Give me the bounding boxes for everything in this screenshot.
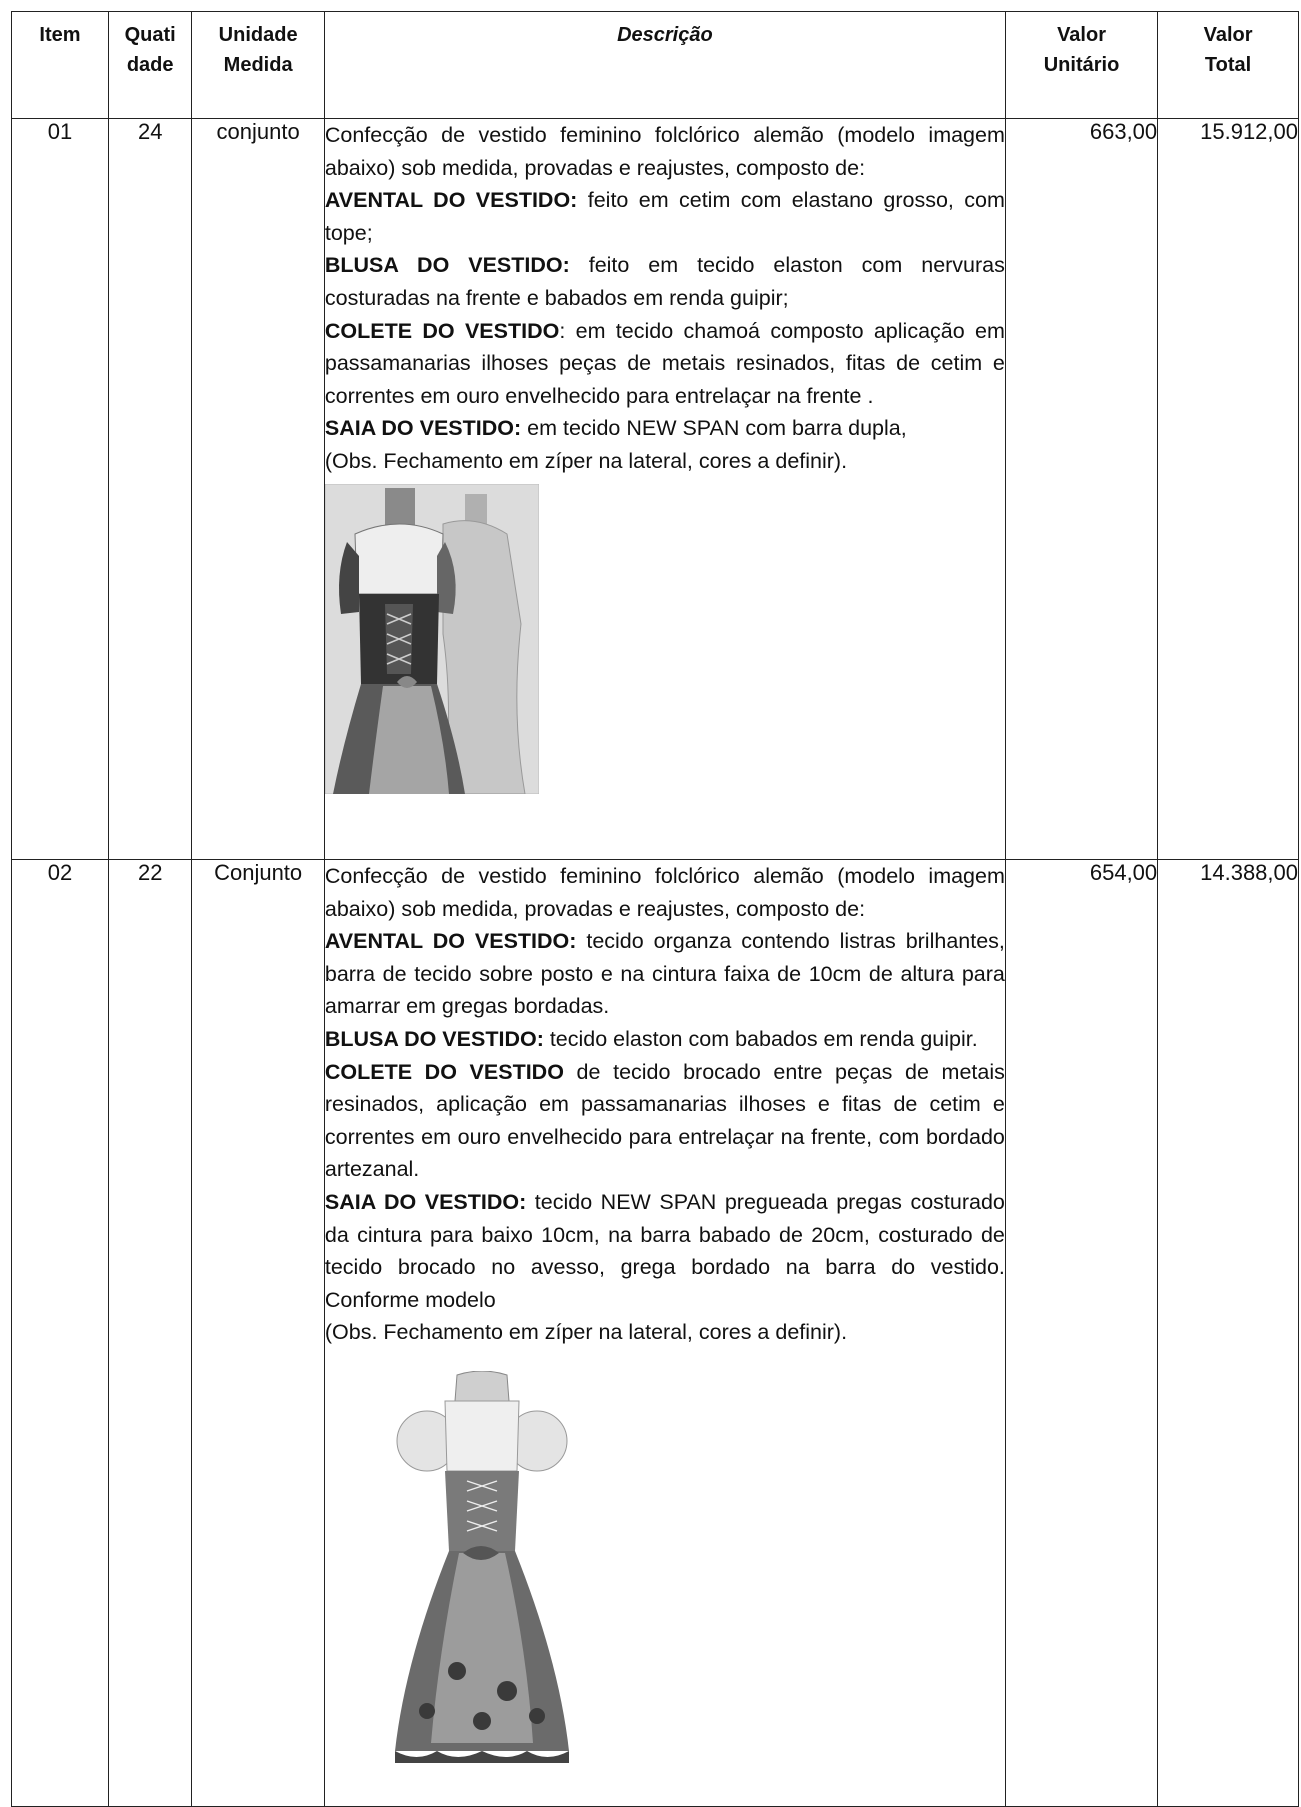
blusa-paragraph: BLUSA DO VESTIDO: tecido elaston com babados em renda guipir. — [324, 1026, 978, 1051]
quantity-cell: 24 — [108, 119, 191, 860]
total-value-cell: 14.388,00 — [1158, 860, 1299, 1807]
description-intro: Confecção de vestido feminino folclórico alemão (modelo imagem abaixo) sob medida, provadas e reajustes, composto de: — [324, 123, 1005, 180]
unit-cell: conjunto — [192, 119, 324, 860]
obs-paragraph: (Obs. Fechamento em zíper na lateral, cores a definir). — [324, 1320, 848, 1345]
header-unit: Unidade Medida — [192, 12, 324, 119]
items-table — [11, 11, 1299, 1807]
saia-paragraph: SAIA DO VESTIDO: em tecido NEW SPAN com barra dupla, — [324, 416, 907, 441]
header-description: Descrição — [324, 12, 1005, 119]
item-number: 01 — [12, 119, 109, 860]
blusa-paragraph: BLUSA DO VESTIDO: feito em tecido elaston com nervuras costuradas na frente e babados em renda guipir; — [324, 253, 1005, 310]
dress-photo — [325, 484, 539, 794]
total-value-cell: 15.912,00 — [1158, 119, 1299, 860]
obs-paragraph: (Obs. Fechamento em zíper na lateral, cores a definir). — [324, 448, 848, 473]
unit-value-cell: 654,00 — [1005, 860, 1157, 1807]
saia-paragraph: SAIA DO VESTIDO: tecido NEW SPAN pregueada pregas costurado da cintura para baixo 10cm, na barra babado de 20cm, costurado de tecido brocado no avesso, grega bordado na barra do vestido. Conforme modelo — [324, 1189, 1005, 1312]
colete-paragraph: COLETE DO VESTIDO: em tecido chamoá composto aplicação em passamanarias ilhoses peças de metais resinados, fitas de cetim e correntes em ouro envelhecido para entrelaçar na frente . — [324, 318, 1005, 408]
unit-cell: Conjunto — [192, 860, 324, 1807]
header-quantity: Quati dade — [108, 12, 191, 119]
header-unit-value: Valor Unitário — [1005, 12, 1157, 119]
description-cell — [324, 119, 1005, 860]
header-total-value: Valor Total — [1158, 12, 1299, 119]
unit-value-cell: 663,00 — [1005, 119, 1157, 860]
table-row — [12, 119, 1299, 860]
description-cell — [324, 860, 1005, 1807]
item-number: 02 — [12, 860, 109, 1807]
description-intro: Confecção de vestido feminino folclórico alemão (modelo imagem abaixo) sob medida, provadas e reajustes, composto de: — [324, 864, 1005, 921]
avental-paragraph: AVENTAL DO VESTIDO: feito em cetim com elastano grosso, com tope; — [324, 188, 1005, 245]
dress-photo — [387, 1371, 577, 1771]
header-item: Item — [12, 12, 109, 119]
table-row — [12, 860, 1299, 1807]
colete-paragraph: COLETE DO VESTIDO de tecido brocado entre peças de metais resinados, aplicação em passamanarias ilhoses e fitas de cetim e correntes em ouro envelhecido para entrelaçar na frente, com bordado artezanal. — [324, 1059, 1005, 1182]
quantity-cell: 22 — [108, 860, 191, 1807]
header-row — [12, 12, 1299, 119]
avental-paragraph: AVENTAL DO VESTIDO: tecido organza contendo listras brilhantes, barra de tecido sobre posto e na cintura faixa de 10cm de altura para amarrar em gregas bordadas. — [324, 929, 1005, 1019]
